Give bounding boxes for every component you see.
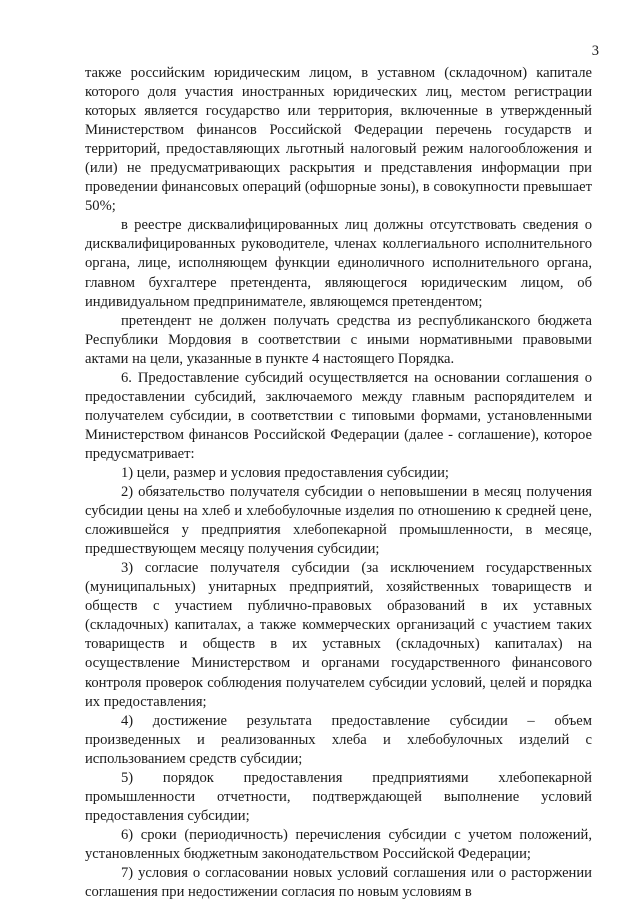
paragraph-no-other-budget-funds: претендент не должен получать средства из республиканского бюджета Республики Мордовия в соответствии с иными нормативными правовыми актами на цели, указанные в пункте 4 настоящего Порядка.	[85, 312, 592, 367]
list-item-6-transfer-terms: 6) сроки (периодичность) перечисления субсидии с учетом положений, установленных бюджетным законодательством Российской Федерации;	[85, 826, 592, 862]
list-item-7-agreement-changes: 7) условия о согласовании новых условий соглашения или о расторжении соглашения при недостижении согласия по новым условиям в	[85, 864, 592, 901]
list-item-5-reporting: 5) порядок предоставления предприятиями хлебопекарной промышленности отчетности, подтверждающей выполнение условий предоставления субсидии;	[85, 769, 592, 824]
paragraph-foreign-capital-condition: также российским юридическим лицом, в уставном (складочном) капитале которого доля участия иностранных юридических лиц, местом регистрации которых является государство или территория, включенные в утвержденный Министерством финансов Российской Федерации перечень государств и территорий, предоставляющих льготный налоговый режим налогообложения и (или) не предусматривающих раскрытия и представления информации при проведении финансовых операций (офшорные зоны), в совокупности превышает 50%;	[85, 65, 592, 215]
list-item-2-price-obligation: 2) обязательство получателя субсидии о неповышении в месяц получения субсидии цены на хлеб и хлебобулочные изделия по отношению к средней цене, сложившейся у предприятия хлебопекарной промышленности, в месяце, предшествующем месяцу получения субсидии;	[85, 484, 592, 558]
document-body	[85, 64, 592, 902]
list-item-3-audit-consent: 3) согласие получателя субсидии (за исключением государственных (муниципальных) унитарных предприятий, хозяйственных товариществ и обществ с участием публично-правовых образований в их уставных (складочных) капиталах, а также коммерческих организаций с участием таких товариществ и обществ в их уставных (складочных) капиталах) на осуществление Министерством и органами государственного финансового контроля проверок соблюдения получателем субсидии условий, целей и порядка их предоставления;	[85, 560, 592, 710]
page-number: 3	[591, 43, 599, 59]
paragraph-6-subsidy-agreement: 6. Предоставление субсидий осуществляется на основании соглашения о предоставлении субсидий, заключаемого между главным распорядителем и получателем субсидии, в соответствии с типовыми формами, установленными Министерством финансов Российской Федерации (далее - соглашение), которое предусматривает:	[85, 369, 592, 462]
paragraph-disqualified-persons: в реестре дисквалифицированных лиц должны отсутствовать сведения о дисквалифицированных руководителе, членах коллегиального исполнительного органа, лице, исполняющем функции единоличного исполнительного органа, главном бухгалтере претендента, являющегося юридическим лицом, об индивидуальном предпринимателе, являющемся претендентом;	[85, 217, 592, 310]
list-item-4-result: 4) достижение результата предоставление субсидии – объем произведенных и реализованных хлеба и хлебобулочных изделий с использованием средств субсидии;	[85, 712, 592, 767]
list-item-1-goals: 1) цели, размер и условия предоставления субсидии;	[121, 464, 449, 481]
